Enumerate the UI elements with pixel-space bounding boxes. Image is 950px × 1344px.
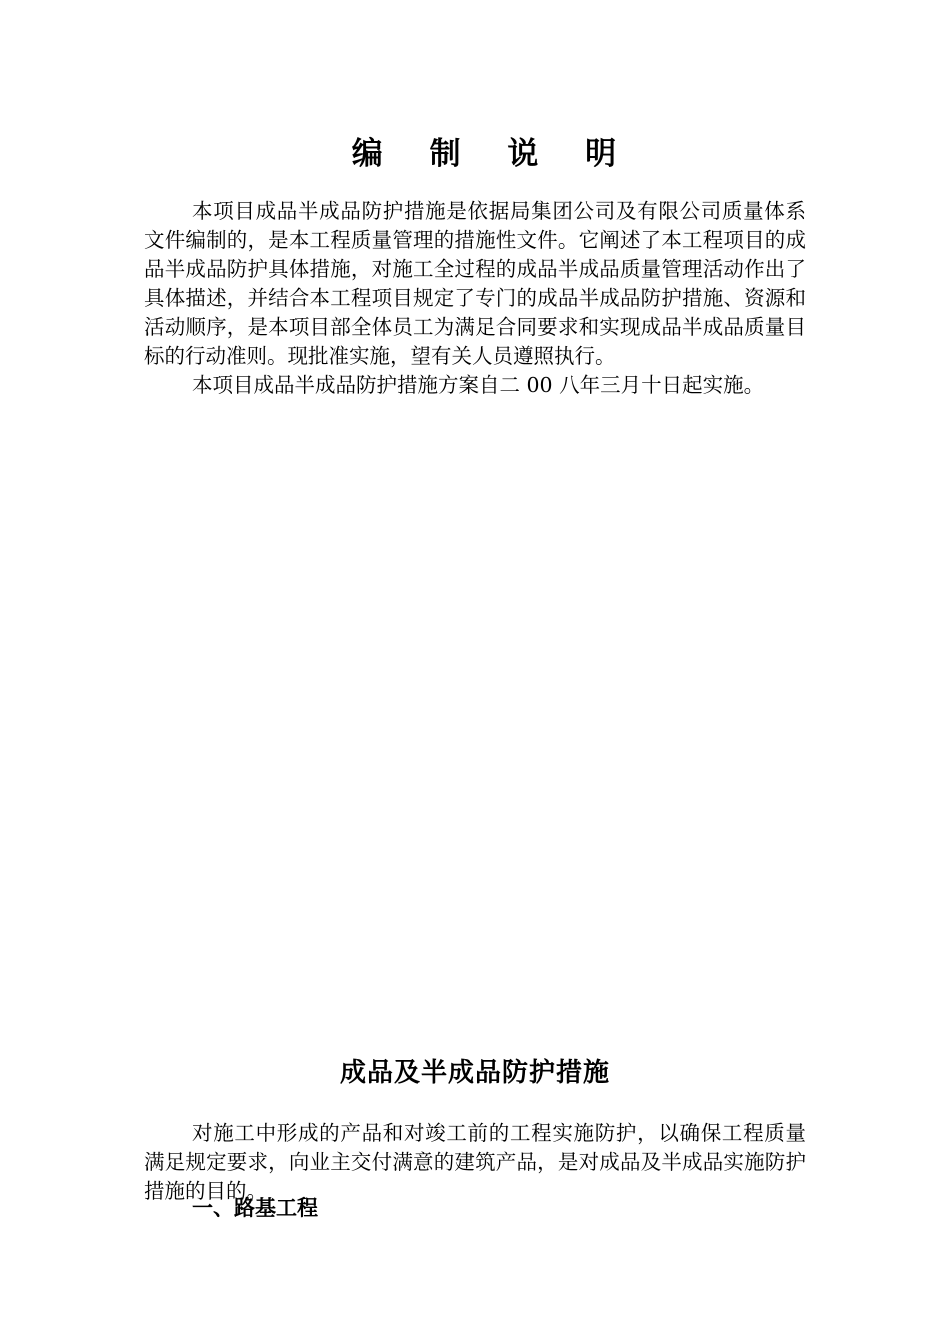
protection-measures-title: 成品及半成品防护措施 — [339, 1058, 610, 1088]
compilation-notes-paragraph-2: 本项目成品半成品防护措施方案自二 00 八年三月十日起实施。 — [192, 373, 765, 397]
compilation-notes-title: 编 制 说 明 — [351, 136, 635, 172]
compilation-notes-paragraph-1: 本项目成品半成品防护措施是依据局集团公司及有限公司质量体系文件编制的，是本工程质量管理的措施性文件。它阐述了本工程项目的成品半成品防护具体措施，对施工全过程的成品半成品质量管理活动作出了具体描述，并结合本工程项目规定了专门的成品半成品防护措施、资源和活动顺序，是本项目部全体员工为满足合同要求和实现成品半成品质量目标的行动准则。现批准实施，望有关人员遵照执行。 — [144, 199, 806, 368]
subgrade-works-heading: 一、路基工程 — [192, 1195, 318, 1220]
protection-measures-intro: 对施工中形成的产品和对竣工前的工程实施防护，以确保工程质量满足规定要求，向业主交付满意的建筑产品，是对成品及半成品实施防护措施的目的。 — [144, 1121, 806, 1203]
